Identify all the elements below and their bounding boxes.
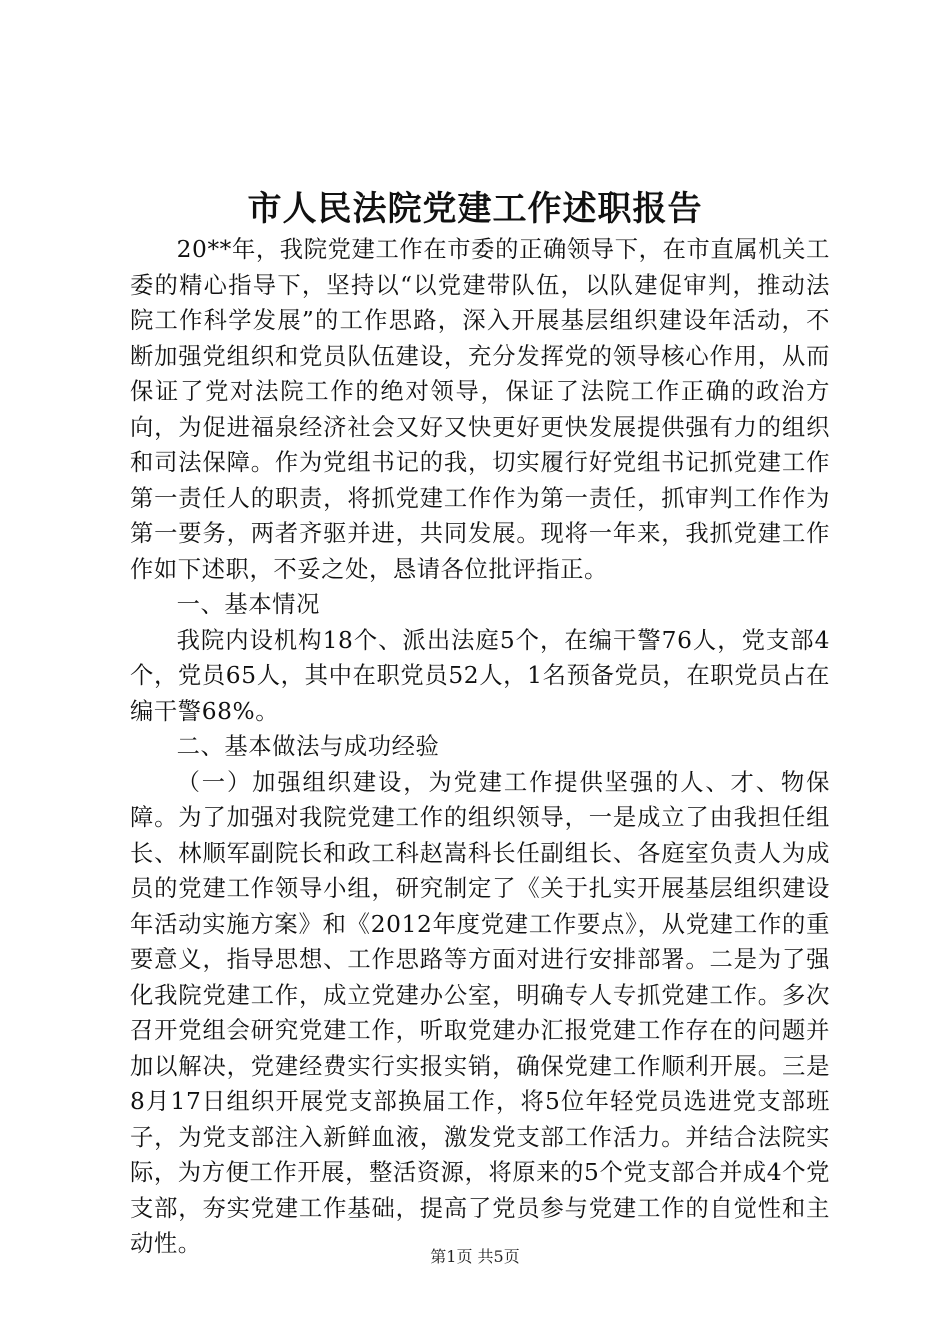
section-heading-basic-situation: 一、基本情况 (176, 591, 320, 618)
page-number-footer: 第1页 共5页 (430, 1247, 520, 1266)
document-body (130, 232, 830, 1262)
paragraph-basic-situation: 我院内设机构18个、派出法庭5个，在编干警76人，党支部4个，党员65人，其中在职党员52人，1名预备党员，在职党员占在编干警68%。 (130, 626, 830, 725)
section-heading-practices: 二、基本做法与成功经验 (176, 733, 440, 760)
document-title: 市人民法院党建工作述职报告 (247, 189, 703, 229)
paragraph-organization-building: （一）加强组织建设，为党建工作提供坚强的人、才、物保障。为了加强对我院党建工作的组织领导，一是成立了由我担任组长、林顺军副院长和政工科赵嵩科长任副组长、各庭室负责人为成员的党建工作领导小组，研究制定了《关于扎实开展基层组织建设年活动实施方案》和《2012年度党建工作要点》，从党建工作的重要意义，指导思想、工作思路等方面对进行安排部署。二是为了强化我院党建工作，成立党建办公室，明确专人专抓党建工作。多次召开党组会研究党建工作，听取党建办汇报党建工作存在的问题并加以解决，党建经费实行实报实销，确保党建工作顺利开展。三是8月17日组织开展党支部换届工作，将5位年轻党员选进党支部班子，为党支部注入新鲜血液，激发党支部工作活力。并结合法院实际，为方便工作开展，整活资源，将原来的5个党支部合并成4个党支部，夯实党建工作基础，提高了党员参与党建工作的自觉性和主动性。 (130, 768, 830, 1257)
paragraph-intro: 20**年，我院党建工作在市委的正确领导下，在市直属机关工委的精心指导下，坚持以“以党建带队伍，以队建促审判，推动法院工作科学发展”的工作思路，深入开展基层组织建设年活动，不断加强党组织和党员队伍建设，充分发挥党的领导核心作用，从而保证了党对法院工作的绝对领导，保证了法院工作正确的政治方向，为促进福泉经济社会又好又快更好更快发展提供强有力的组织和司法保障。作为党组书记的我，切实履行好党组书记抓党建工作第一责任人的职责，将抓党建工作作为第一责任，抓审判工作作为第一要务，两者齐驱并进，共同发展。现将一年来，我抓党建工作作如下述职，不妥之处，恳请各位批评指正。 (130, 236, 830, 583)
